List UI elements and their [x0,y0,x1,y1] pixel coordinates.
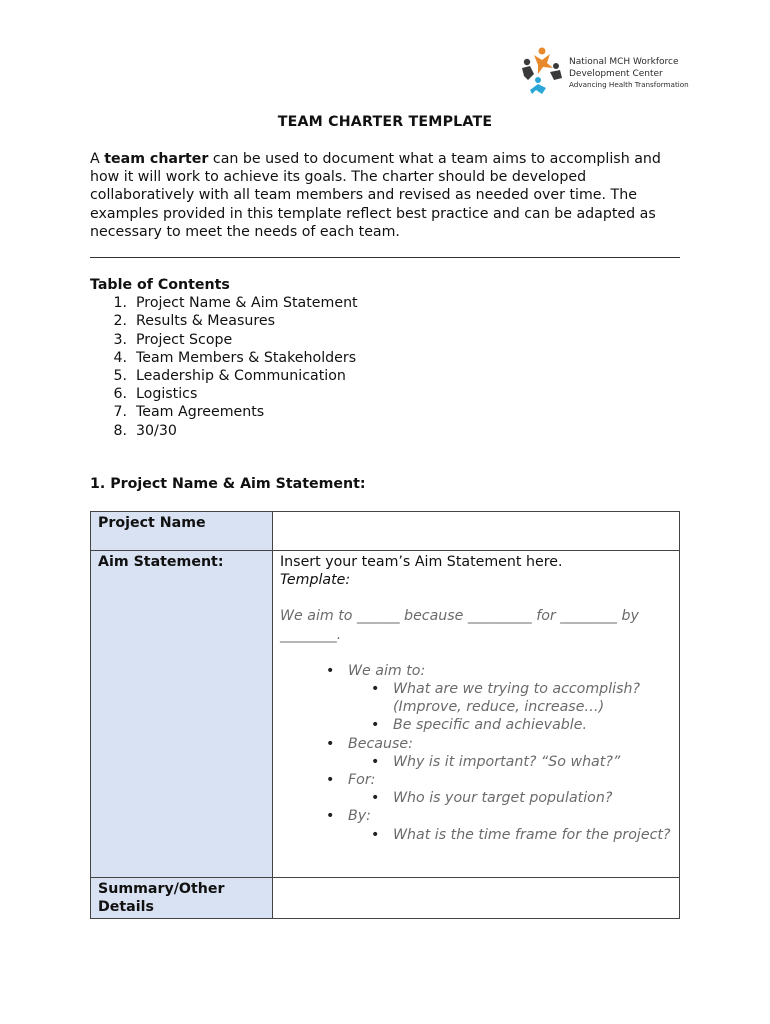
list-item: • Who is your target population? [371,790,613,807]
aim-statement-label: Aim Statement: [91,551,273,878]
toc-heading: Table of Contents [90,277,230,293]
toc-item: 6. Logistics [113,386,198,403]
guidance-list [280,662,672,844]
intro-paragraph: A team charter can be used to document what a team aims to accomplish and how it will work to achieve its goals. The charter should be developed collaboratively with all team members and revised as needed over time. The examples provided in this template reflect best practice and can be adapted as necessary to meet the needs of each team. [90,151,661,240]
list-item: • Why is it important? “So what?” [371,753,621,770]
list-item: • What are we trying to accomplish? (Improve, reduce, increase…) [371,681,640,716]
toc-item: 8. 30/30 [113,422,177,439]
intro-bold-term: team charter [104,151,209,167]
toc-item: 4. Team Members & Stakeholders [113,349,357,366]
summary-field[interactable] [273,878,680,919]
list-item: • For: • Who is your target population? [280,771,672,807]
project-name-label: Project Name [91,512,273,551]
list-item: • By: • What is the time frame for the project? [326,808,671,843]
template-text: We aim to ______ because _________ for ________ by ________. [280,608,639,643]
logo-line-2: Development Center [569,69,663,79]
table-row [91,878,680,919]
list-item: • What is the time frame for the project? [371,826,671,843]
logo-line-3: Advancing Health Transformation [569,80,689,89]
section-1-heading: 1. Project Name & Aim Statement: [90,476,366,492]
logo-line-1: National MCH Workforce [569,57,679,67]
list-item: • We aim to: • What are we trying to accomplish? (Improve, reduce, increase…) • Be specific and achievable. [280,662,672,735]
table-of-contents [90,276,590,440]
aim-instruction: Insert your team’s Aim Statement here. [280,554,563,570]
logo-figures-icon [520,46,568,96]
list-item: • Because: • Why is it important? “So what?” [280,735,672,771]
divider [90,257,680,258]
logo [520,46,700,96]
template-label: Template: [280,572,351,589]
summary-label: Summary/Other Details [91,878,273,919]
aim-statement-field[interactable] [273,551,680,878]
table-row [91,551,680,878]
toc-item: 5. Leadership & Communication [113,368,346,385]
page-title: TEAM CHARTER TEMPLATE [277,114,493,130]
project-name-field[interactable] [273,512,680,551]
charter-table [90,511,680,919]
toc-item: 2. Results & Measures [113,313,275,330]
toc-item: 1. Project Name & Aim Statement [113,295,358,312]
table-row [91,512,680,551]
toc-item: 3. Project Scope [113,331,233,348]
toc-item: 7. Team Agreements [113,404,265,421]
list-item: • Be specific and achievable. [371,717,587,734]
